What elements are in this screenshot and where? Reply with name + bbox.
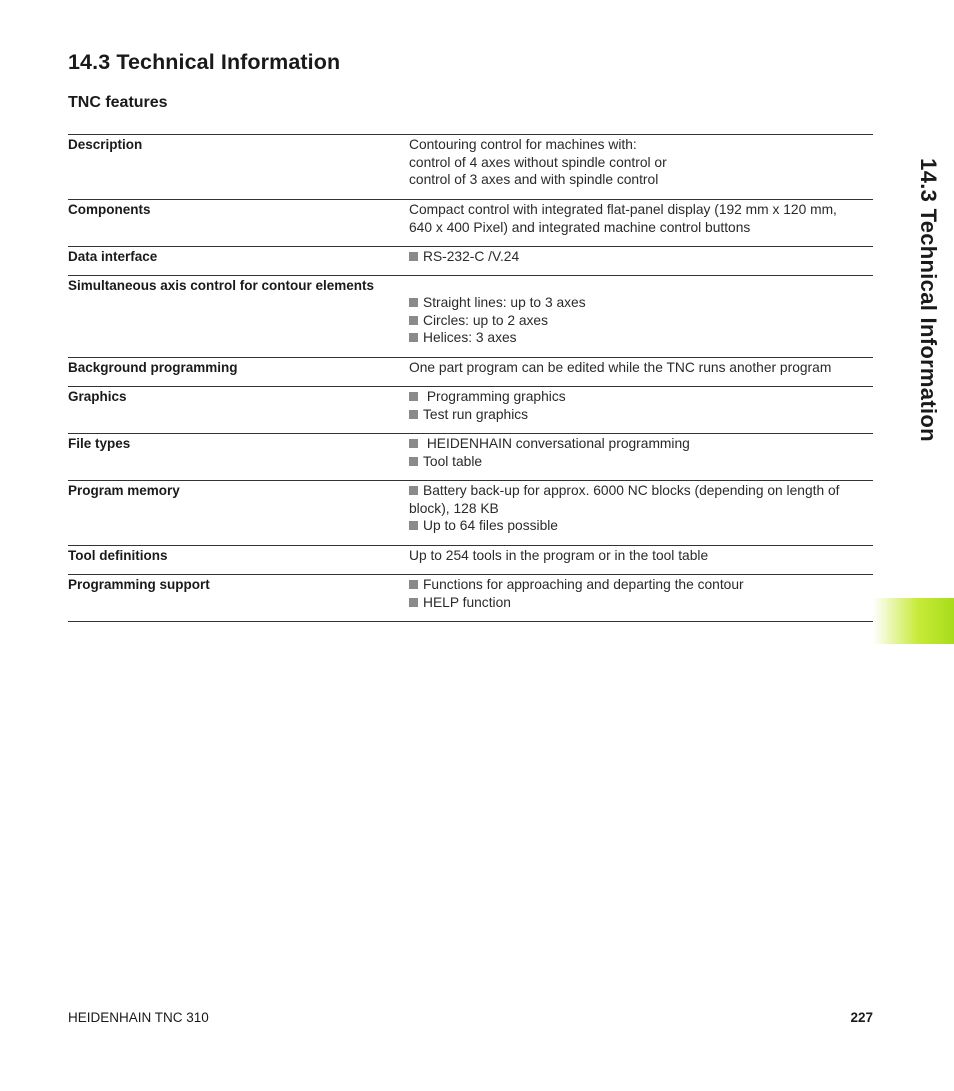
square-bullet-icon — [409, 298, 418, 307]
row-content — [409, 201, 873, 236]
content-line — [409, 329, 873, 347]
row-label: Programming support — [68, 577, 210, 592]
content-text: HEIDENHAIN conversational programming — [423, 436, 690, 451]
content-line — [409, 136, 873, 154]
row-content — [409, 482, 873, 535]
content-line — [409, 435, 873, 453]
row-label: Description — [68, 137, 143, 152]
table-row — [68, 135, 873, 200]
features-table — [68, 134, 873, 622]
content-text: Up to 64 files possible — [423, 518, 558, 533]
row-content — [409, 576, 873, 611]
content-text: RS-232-C /V.24 — [423, 249, 520, 264]
side-tab-marker — [873, 598, 954, 644]
content-line — [409, 453, 873, 471]
row-content — [409, 248, 873, 266]
square-bullet-icon — [409, 316, 418, 325]
row-label: File types — [68, 436, 131, 451]
square-bullet-icon — [409, 333, 418, 342]
content-line — [409, 388, 873, 406]
section-heading: TNC features — [68, 94, 168, 111]
table-row — [68, 387, 873, 434]
content-text: Helices: 3 axes — [423, 330, 517, 345]
content-line — [409, 171, 873, 189]
side-tab-label: 14.3 Technical Information — [916, 158, 941, 442]
table-row — [68, 247, 873, 276]
row-content — [409, 547, 873, 565]
square-bullet-icon — [409, 252, 418, 261]
content-line — [409, 248, 873, 266]
square-bullet-icon — [409, 598, 418, 607]
content-line — [409, 201, 873, 219]
content-text: Circles: up to 2 axes — [423, 312, 548, 328]
content-line — [409, 547, 873, 565]
page-title: 14.3 Technical Information — [68, 50, 341, 74]
square-bullet-icon — [409, 580, 418, 589]
content-text: Programming graphics — [423, 389, 566, 404]
footer-product: HEIDENHAIN TNC 310 — [68, 1010, 209, 1025]
square-bullet-icon — [409, 457, 418, 466]
content-line — [409, 312, 873, 330]
row-label: Program memory — [68, 483, 180, 498]
page-number: 227 — [850, 1010, 873, 1025]
table-row — [68, 481, 873, 546]
content-text: Battery back-up for approx. 6000 NC blocks (depending on length of — [423, 483, 840, 498]
side-tab — [908, 50, 948, 550]
content-line — [409, 576, 873, 594]
square-bullet-icon — [409, 486, 418, 495]
table-row — [68, 200, 873, 247]
row-label: Background programming — [68, 360, 238, 375]
content-line — [409, 517, 873, 535]
content-text: block), 128 KB — [409, 500, 499, 516]
row-content — [409, 294, 873, 347]
content-text: One part program can be edited while the TNC runs another program — [409, 360, 832, 375]
content-line — [409, 482, 873, 500]
content-text: Contouring control for machines with: — [409, 137, 637, 152]
row-label: Graphics — [68, 389, 127, 404]
table-row — [68, 546, 873, 575]
content-line — [409, 154, 873, 172]
square-bullet-icon — [409, 439, 418, 448]
table-row — [68, 575, 873, 622]
square-bullet-icon — [409, 521, 418, 530]
content-text: Test run graphics — [423, 406, 529, 422]
row-content — [409, 359, 873, 377]
row-content — [409, 136, 873, 189]
content-text: Functions for approaching and departing the contour — [423, 577, 744, 592]
row-label: Components — [68, 202, 151, 217]
row-label: Tool definitions — [68, 548, 168, 563]
content-text: control of 3 axes and with spindle control — [409, 172, 659, 187]
content-text: 640 x 400 Pixel) and integrated machine control buttons — [409, 219, 751, 235]
content-text: control of 4 axes without spindle control or — [409, 154, 667, 170]
square-bullet-icon — [409, 410, 418, 419]
row-label: Simultaneous axis control for contour elements — [68, 278, 375, 293]
content-line — [409, 406, 873, 424]
content-line — [409, 359, 873, 377]
row-label: Data interface — [68, 249, 158, 264]
content-line — [409, 219, 873, 237]
content-text: Straight lines: up to 3 axes — [423, 295, 586, 310]
content-line — [409, 294, 873, 312]
row-content — [409, 435, 873, 470]
row-content — [409, 388, 873, 423]
square-bullet-icon — [409, 392, 418, 401]
table-row — [68, 276, 873, 358]
content-text: HELP function — [423, 594, 511, 610]
content-text: Compact control with integrated flat-panel display (192 mm x 120 mm, — [409, 202, 837, 217]
content-line — [409, 500, 873, 518]
table-row — [68, 434, 873, 481]
table-row — [68, 358, 873, 387]
content-line — [409, 594, 873, 612]
content-text: Up to 254 tools in the program or in the tool table — [409, 548, 709, 563]
content-text: Tool table — [423, 453, 483, 469]
